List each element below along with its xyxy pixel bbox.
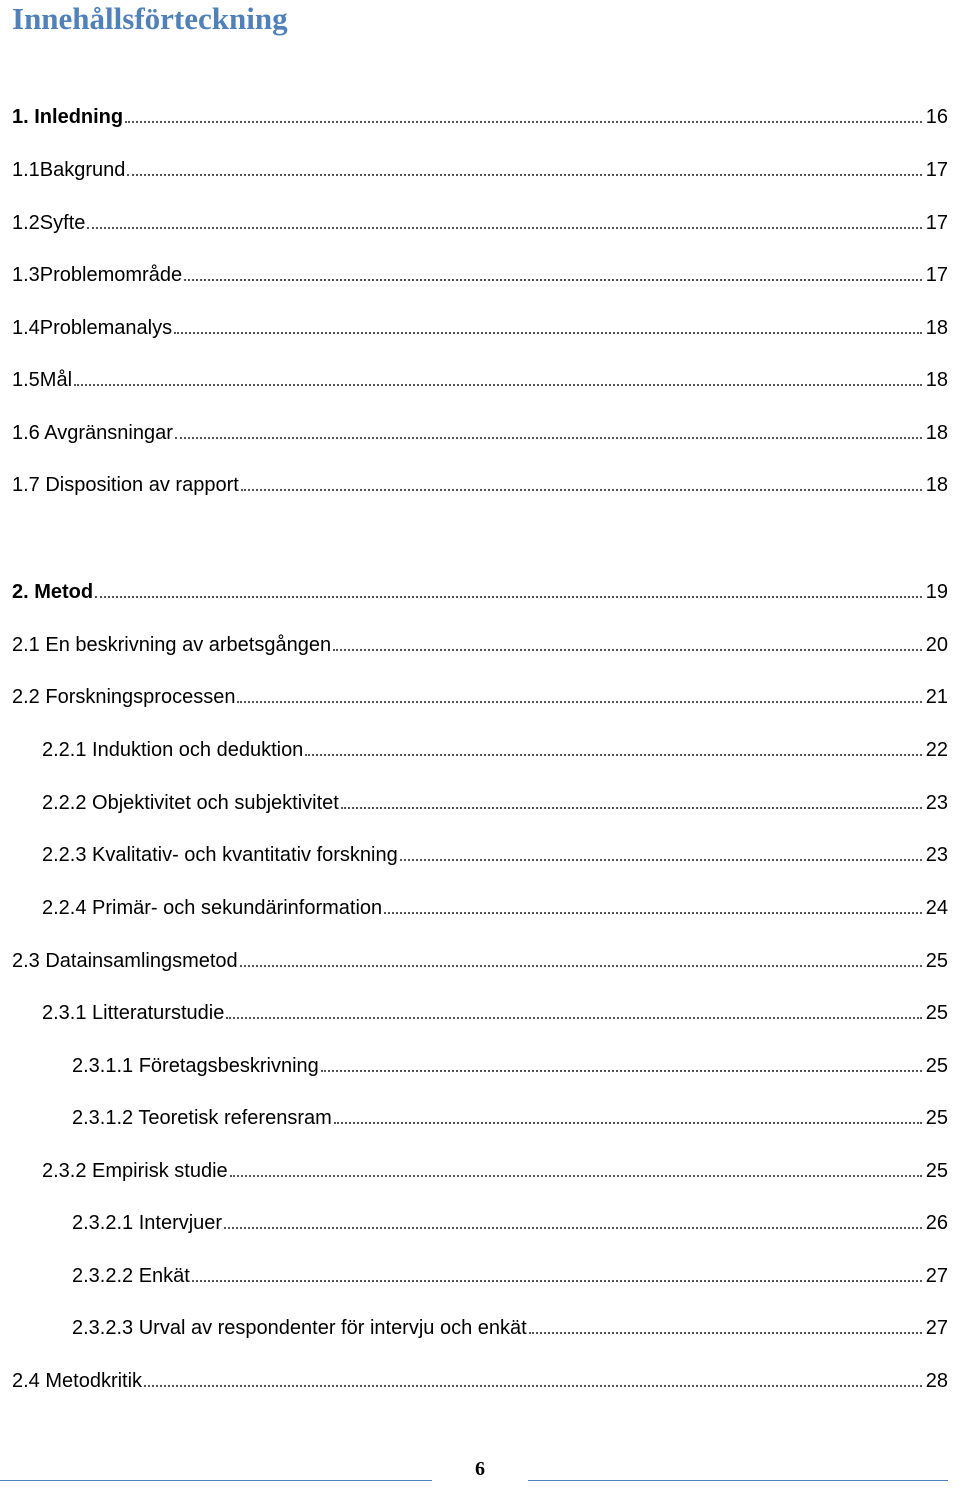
toc-dot-leader — [240, 965, 922, 967]
toc-dot-leader — [125, 121, 922, 123]
toc-entry-label: 2.3 Datainsamlingsmetod — [12, 950, 238, 972]
toc-dot-leader — [95, 596, 922, 598]
toc-dot-leader — [400, 859, 922, 861]
toc-entry[interactable] — [12, 417, 948, 445]
toc-entry-label: 1.4Problemanalys — [12, 317, 173, 339]
toc-entry[interactable] — [72, 1260, 948, 1288]
toc-entry[interactable] — [42, 839, 948, 867]
toc-entry[interactable] — [12, 945, 948, 973]
toc-entry-label: 2.3.2.2 Enkät — [72, 1265, 190, 1287]
toc-entry-page: 21 — [925, 686, 948, 708]
toc-entry-label: 2.4 Metodkritik — [12, 1370, 143, 1392]
toc-entry-label: 2.2.1 Induktion och deduktion — [42, 739, 304, 761]
toc-entry-label: 1.1Bakgrund — [12, 159, 126, 181]
toc-entry-label: 1.5Mål — [12, 369, 73, 391]
toc-dot-leader — [321, 1070, 922, 1072]
toc-entry-page: 18 — [925, 317, 948, 339]
toc-dot-leader — [175, 437, 922, 439]
toc-dot-leader — [341, 807, 922, 809]
toc-entry[interactable] — [12, 576, 948, 604]
toc-entry[interactable] — [12, 469, 948, 497]
toc-entry-page: 18 — [925, 422, 948, 444]
toc-entry[interactable] — [42, 1155, 948, 1183]
toc-entry-page: 20 — [925, 634, 948, 656]
toc-entry-page: 18 — [925, 474, 948, 496]
toc-entry-label: 1.6 Avgränsningar — [12, 422, 173, 444]
toc-entry[interactable] — [72, 1312, 948, 1340]
toc-entry[interactable] — [12, 364, 948, 392]
toc-entry-label: 2.2.2 Objektivitet och subjektivitet — [42, 792, 339, 814]
toc-dot-leader — [87, 227, 921, 229]
footer-rule-left — [0, 1480, 432, 1481]
toc-entry-label: 2.3.1.2 Teoretisk referensram — [72, 1107, 332, 1129]
toc-entry-label: 2.3.1.1 Företagsbeskrivning — [72, 1055, 319, 1077]
page-title: Innehållsförteckning — [12, 1, 288, 36]
toc-entry-page: 25 — [925, 1107, 948, 1129]
toc-entry-page: 23 — [925, 844, 948, 866]
toc-entry-page: 17 — [925, 159, 948, 181]
toc-dot-leader — [192, 1280, 922, 1282]
toc-entry-page: 25 — [925, 1160, 948, 1182]
toc-entry-page: 24 — [925, 897, 948, 919]
toc-dot-leader — [305, 754, 921, 756]
footer-page-number: 6 — [475, 1458, 485, 1480]
toc-entry-label: 1.7 Disposition av rapport — [12, 474, 239, 496]
toc-entry-page: 25 — [925, 950, 948, 972]
toc-dot-leader — [127, 174, 921, 176]
toc-entry-page: 16 — [925, 106, 948, 128]
toc-entry-label: 1.3Problemområde — [12, 264, 183, 286]
toc-entry-page: 25 — [925, 1055, 948, 1077]
toc-entry-label: 2.3.1 Litteraturstudie — [42, 1002, 225, 1024]
toc-entry-page: 23 — [925, 792, 948, 814]
toc-entry-label: 2.1 En beskrivning av arbetsgången — [12, 634, 332, 656]
toc-entry[interactable] — [42, 787, 948, 815]
toc-entry-label: 1.2Syfte — [12, 212, 86, 234]
toc-dot-leader — [334, 1122, 922, 1124]
toc-entry-page: 27 — [925, 1317, 948, 1339]
toc-dot-leader — [529, 1332, 922, 1334]
toc-entry[interactable] — [12, 101, 948, 129]
toc-entry-label: 2.2 Forskningsprocessen — [12, 686, 236, 708]
toc-entry-label: 2.3.2 Empirisk studie — [42, 1160, 228, 1182]
footer-rule-right — [528, 1480, 948, 1481]
toc-entry-page: 17 — [925, 264, 948, 286]
toc-dot-leader — [184, 279, 922, 281]
toc-dot-leader — [144, 1385, 922, 1387]
toc-entry-page: 28 — [925, 1370, 948, 1392]
toc-entry-page: 18 — [925, 369, 948, 391]
toc-entry-label: 2.3.2.3 Urval av respondenter för intervju och enkät — [72, 1317, 527, 1339]
toc-entry-page: 27 — [925, 1265, 948, 1287]
toc-entry[interactable] — [42, 892, 948, 920]
toc-dot-leader — [74, 384, 922, 386]
toc-entry[interactable] — [12, 1365, 948, 1393]
toc-entry-label: 2. Metod — [12, 581, 94, 603]
toc-entry-page: 26 — [925, 1212, 948, 1234]
toc-entry[interactable] — [72, 1050, 948, 1078]
toc-entry[interactable] — [72, 1207, 948, 1235]
toc-dot-leader — [333, 649, 922, 651]
toc-entry-page: 17 — [925, 212, 948, 234]
toc-entry[interactable] — [12, 681, 948, 709]
toc-entry-page: 22 — [925, 739, 948, 761]
toc-dot-leader — [226, 1017, 921, 1019]
toc-entry[interactable] — [12, 629, 948, 657]
toc-entry[interactable] — [12, 207, 948, 235]
toc-dot-leader — [384, 912, 922, 914]
toc-dot-leader — [230, 1175, 922, 1177]
toc-entry-label: 1. Inledning — [12, 106, 124, 128]
toc-entry-label: 2.2.4 Primär- och sekundärinformation — [42, 897, 383, 919]
toc-dot-leader — [237, 701, 921, 703]
toc-entry-page: 19 — [925, 581, 948, 603]
toc-dot-leader — [224, 1227, 922, 1229]
toc-dot-leader — [174, 332, 922, 334]
toc-entry[interactable] — [12, 259, 948, 287]
toc-entry[interactable] — [12, 312, 948, 340]
toc-entry[interactable] — [42, 734, 948, 762]
toc-dot-leader — [241, 489, 922, 491]
toc-entry[interactable] — [12, 154, 948, 182]
toc-entry[interactable] — [72, 1102, 948, 1130]
toc-entry-label: 2.2.3 Kvalitativ- och kvantitativ forskning — [42, 844, 398, 866]
toc-entry-label: 2.3.2.1 Intervjuer — [72, 1212, 223, 1234]
toc-entry-page: 25 — [925, 1002, 948, 1024]
toc-entry[interactable] — [42, 997, 948, 1025]
